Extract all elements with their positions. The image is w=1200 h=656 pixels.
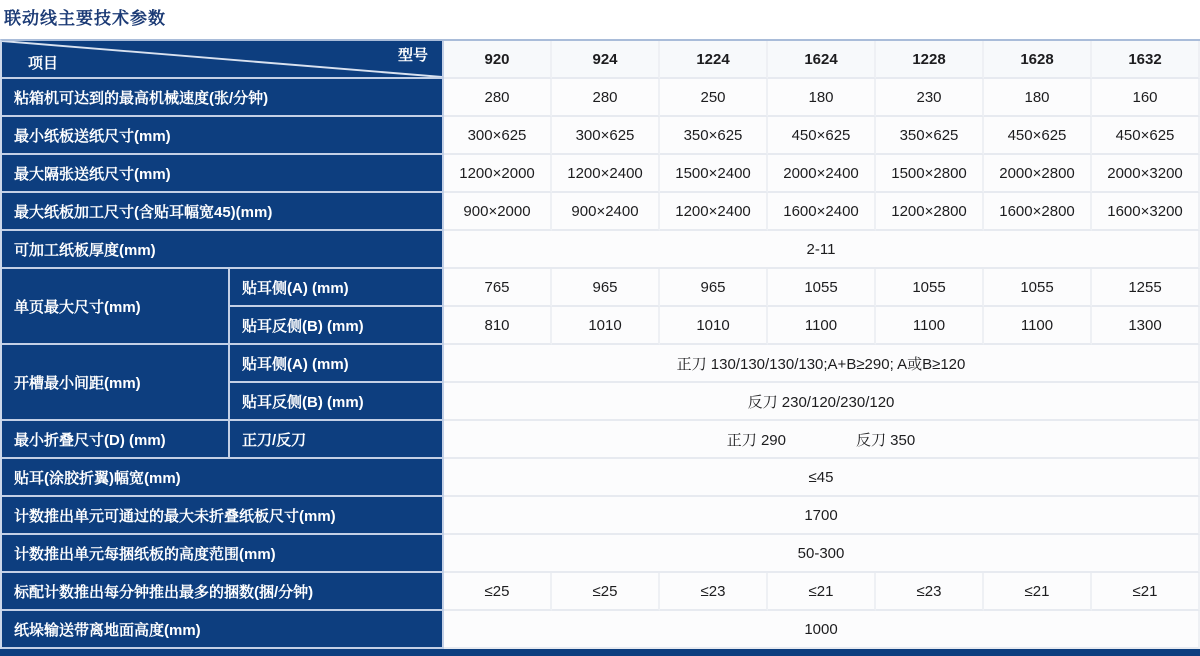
table-row: [2, 193, 1200, 231]
cell-value: 280: [444, 79, 552, 117]
spec-table: [0, 39, 1200, 649]
cell-value: 1255: [1092, 269, 1200, 307]
cell-value-merged: 1000: [444, 611, 1200, 649]
cell-value: 965: [552, 269, 660, 307]
row-group-label: 单页最大尺寸(mm): [2, 269, 230, 345]
model-header: 1228: [876, 41, 984, 79]
row-label: 最小纸板送纸尺寸(mm): [2, 117, 444, 155]
cell-value: ≤23: [660, 573, 768, 611]
cell-value: 1600×2400: [768, 193, 876, 231]
cell-value: 1055: [876, 269, 984, 307]
cell-value: 1600×3200: [1092, 193, 1200, 231]
cell-value: 1055: [984, 269, 1092, 307]
row-label: 最大纸板加工尺寸(含贴耳幅宽45)(mm): [2, 193, 444, 231]
cell-value: 180: [768, 79, 876, 117]
cell-value: 2000×2400: [768, 155, 876, 193]
table-row: [2, 155, 1200, 193]
row-sublabel: 贴耳反侧(B) (mm): [230, 307, 444, 345]
row-sublabel: 正刀/反刀: [230, 421, 444, 459]
model-header: 1624: [768, 41, 876, 79]
cell-value: 300×625: [552, 117, 660, 155]
cell-value: 1200×2000: [444, 155, 552, 193]
cell-value: ≤23: [876, 573, 984, 611]
row-label: 贴耳(涂胶折翼)幅宽(mm): [2, 459, 444, 497]
cell-value: 1010: [552, 307, 660, 345]
footer-bar: [0, 649, 1200, 656]
cell-value: 450×625: [1092, 117, 1200, 155]
model-header: 1224: [660, 41, 768, 79]
corner-model-label: 型号: [397, 47, 428, 64]
cell-value: 2000×2800: [984, 155, 1092, 193]
cell-value: ≤25: [552, 573, 660, 611]
cell-value: 2000×3200: [1092, 155, 1200, 193]
corner-item-label: 项目: [28, 55, 59, 72]
model-header: 924: [552, 41, 660, 79]
table-row: [2, 535, 1200, 573]
cell-value: 250: [660, 79, 768, 117]
cell-value: 450×625: [984, 117, 1092, 155]
cell-value-merged: [444, 421, 1200, 459]
cell-value: 900×2000: [444, 193, 552, 231]
cell-value: 1200×2400: [660, 193, 768, 231]
table-row: [2, 573, 1200, 611]
row-label: 可加工纸板厚度(mm): [2, 231, 444, 269]
table-row: [2, 117, 1200, 155]
model-header: 1632: [1092, 41, 1200, 79]
row-sublabel: 贴耳侧(A) (mm): [230, 345, 444, 383]
cell-value-merged: 1700: [444, 497, 1200, 535]
cell-value: 1200×2400: [552, 155, 660, 193]
cell-value: 765: [444, 269, 552, 307]
cell-value: ≤25: [444, 573, 552, 611]
cell-value-merged: 50-300: [444, 535, 1200, 573]
table-row: [2, 231, 1200, 269]
table-row: [2, 459, 1200, 497]
table-row: [2, 611, 1200, 649]
cell-value: 280: [552, 79, 660, 117]
cell-value: 1200×2800: [876, 193, 984, 231]
table-row: [2, 269, 1200, 307]
cell-value: 900×2400: [552, 193, 660, 231]
row-label: 粘箱机可达到的最高机械速度(张/分钟): [2, 79, 444, 117]
cell-value: ≤21: [768, 573, 876, 611]
cell-value: 1600×2800: [984, 193, 1092, 231]
page-title: 联动线主要技术参数: [4, 9, 166, 28]
row-sublabel: 贴耳反侧(B) (mm): [230, 383, 444, 421]
cell-value: 160: [1092, 79, 1200, 117]
table-row: [2, 497, 1200, 535]
row-label: 最小折叠尺寸(D) (mm): [2, 421, 230, 459]
cell-value-merged: 正刀 130/130/130/130;A+B≥290; A或B≥120: [444, 345, 1200, 383]
row-label: 计数推出单元可通过的最大未折叠纸板尺寸(mm): [2, 497, 444, 535]
cell-value: 1055: [768, 269, 876, 307]
cell-value: 1010: [660, 307, 768, 345]
cell-value: 1300: [1092, 307, 1200, 345]
fold-knife-reverse-value: 反刀 350: [856, 431, 916, 449]
cell-value: 1100: [984, 307, 1092, 345]
cell-value: 230: [876, 79, 984, 117]
cell-value: ≤21: [1092, 573, 1200, 611]
model-header: 920: [444, 41, 552, 79]
table-row: [2, 421, 1200, 459]
table-row: [2, 345, 1200, 383]
cell-value: 180: [984, 79, 1092, 117]
row-label: 纸垛输送带离地面高度(mm): [2, 611, 444, 649]
cell-value: 350×625: [660, 117, 768, 155]
corner-cell: [2, 41, 444, 79]
cell-value: 1500×2800: [876, 155, 984, 193]
cell-value: 965: [660, 269, 768, 307]
cell-value: 810: [444, 307, 552, 345]
cell-value-merged: 2-11: [444, 231, 1200, 269]
table-row: [2, 79, 1200, 117]
cell-value: 1100: [876, 307, 984, 345]
row-sublabel: 贴耳侧(A) (mm): [230, 269, 444, 307]
cell-value: ≤21: [984, 573, 1092, 611]
cell-value: 300×625: [444, 117, 552, 155]
cell-value-merged: 反刀 230/120/230/120: [444, 383, 1200, 421]
model-header: 1628: [984, 41, 1092, 79]
row-label: 计数推出单元每捆纸板的高度范围(mm): [2, 535, 444, 573]
cell-value: 1100: [768, 307, 876, 345]
header-row: [2, 41, 1200, 79]
cell-value: 1500×2400: [660, 155, 768, 193]
cell-value: 350×625: [876, 117, 984, 155]
diagonal-line: [2, 41, 442, 77]
fold-knife-forward-value: 正刀 290: [726, 431, 786, 449]
row-label: 最大隔张送纸尺寸(mm): [2, 155, 444, 193]
cell-value: 450×625: [768, 117, 876, 155]
row-label: 标配计数推出每分钟推出最多的捆数(捆/分钟): [2, 573, 444, 611]
row-group-label: 开槽最小间距(mm): [2, 345, 230, 421]
cell-value-merged: ≤45: [444, 459, 1200, 497]
